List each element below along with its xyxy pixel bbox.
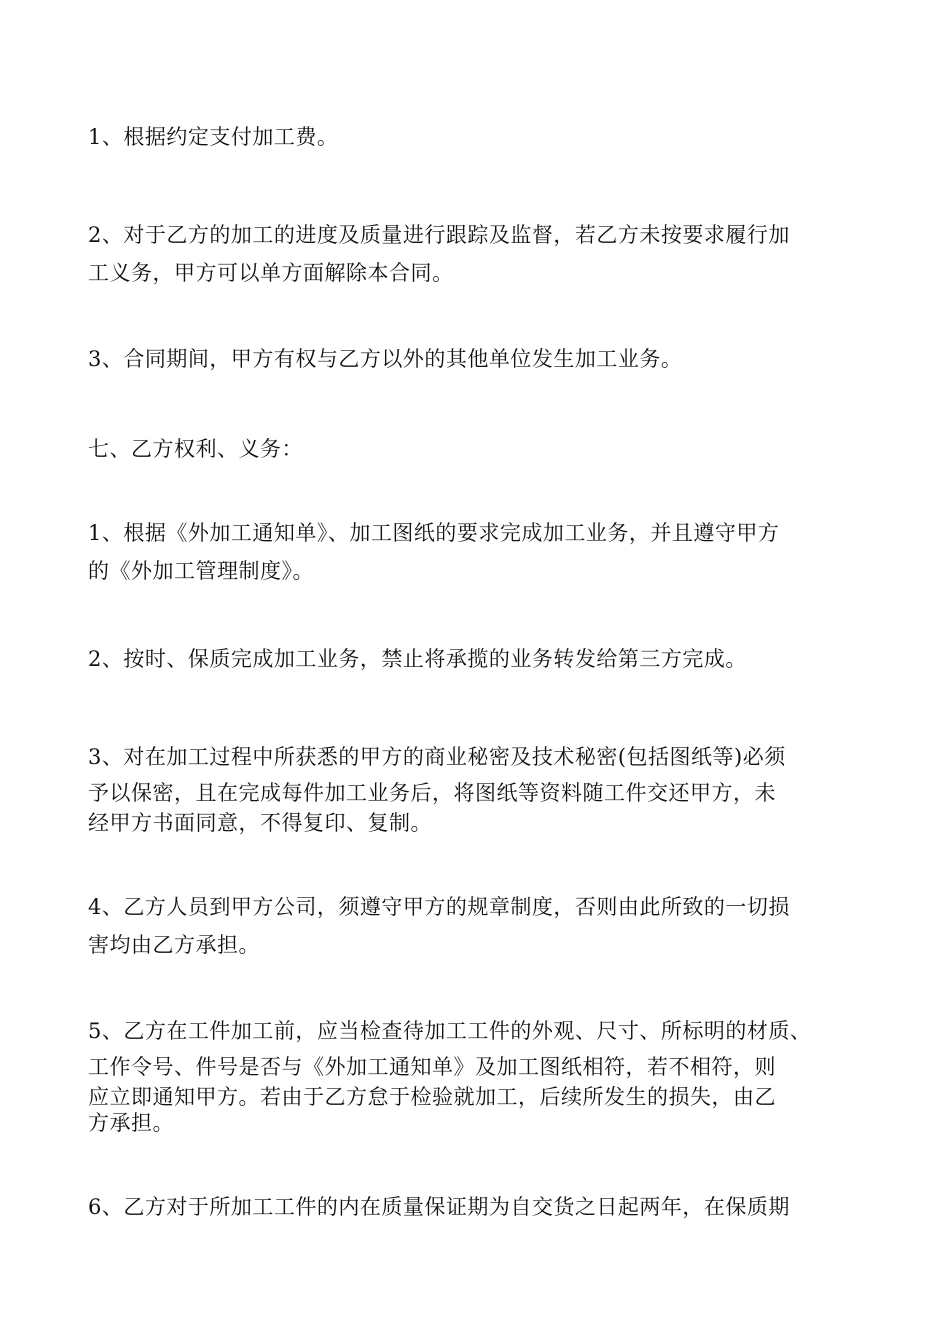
paragraph-line: 方承担。 [88,1111,174,1135]
paragraph-line: 经甲方书面同意，不得复印、复制。 [88,811,432,835]
paragraph-party-b-6 [88,1188,878,1226]
paragraph-line: 予以保密，且在完成每件加工业务后，将图纸等资料随工件交还甲方，未 [88,781,776,805]
paragraph-party-a-2 [88,216,878,292]
paragraph-party-b-1 [88,514,878,590]
paragraph-party-b-3 [88,738,878,836]
paragraph-party-b-5 [88,1012,878,1136]
paragraph-line: 1、根据约定支付加工费。 [88,125,339,149]
paragraph-line: 应立即通知甲方。若由于乙方怠于检验就加工，后续所发生的损失，由乙 [88,1085,776,1109]
paragraph-party-b-4 [88,888,878,964]
section-heading: 七、乙方权利、义务： [88,437,303,461]
paragraph-line: 害均由乙方承担。 [88,933,260,957]
paragraph-line: 6、乙方对于所加工工件的内在质量保证期为自交货之日起两年，在保质期 [88,1195,790,1219]
paragraph-party-a-3 [88,340,878,378]
paragraph-line: 1、根据《外加工通知单》、加工图纸的要求完成加工业务，并且遵守甲方 [88,521,780,545]
paragraph-line: 4、乙方人员到甲方公司，须遵守甲方的规章制度，否则由此所致的一切损 [88,895,790,919]
paragraph-line: 的《外加工管理制度》。 [88,559,314,583]
section-heading-party-b [88,430,878,468]
paragraph-line: 3、对在加工过程中所获悉的甲方的商业秘密及技术秘密(包括图纸等)必须 [88,745,786,769]
paragraph-party-b-2 [88,640,878,678]
paragraph-line: 5、乙方在工件加工前，应当检查待加工工件的外观、尺寸、所标明的材质、 [88,1019,812,1043]
paragraph-party-a-1 [88,118,878,156]
paragraph-line: 3、合同期间，甲方有权与乙方以外的其他单位发生加工业务。 [88,347,683,371]
paragraph-line: 2、对于乙方的加工的进度及质量进行跟踪及监督，若乙方未按要求履行加 [88,223,790,247]
paragraph-line: 2、按时、保质完成加工业务，禁止将承揽的业务转发给第三方完成。 [88,647,747,671]
paragraph-line: 工作令号、件号是否与《外加工通知单》及加工图纸相符，若不相符，则 [88,1055,776,1079]
paragraph-line: 工义务，甲方可以单方面解除本合同。 [88,261,454,285]
